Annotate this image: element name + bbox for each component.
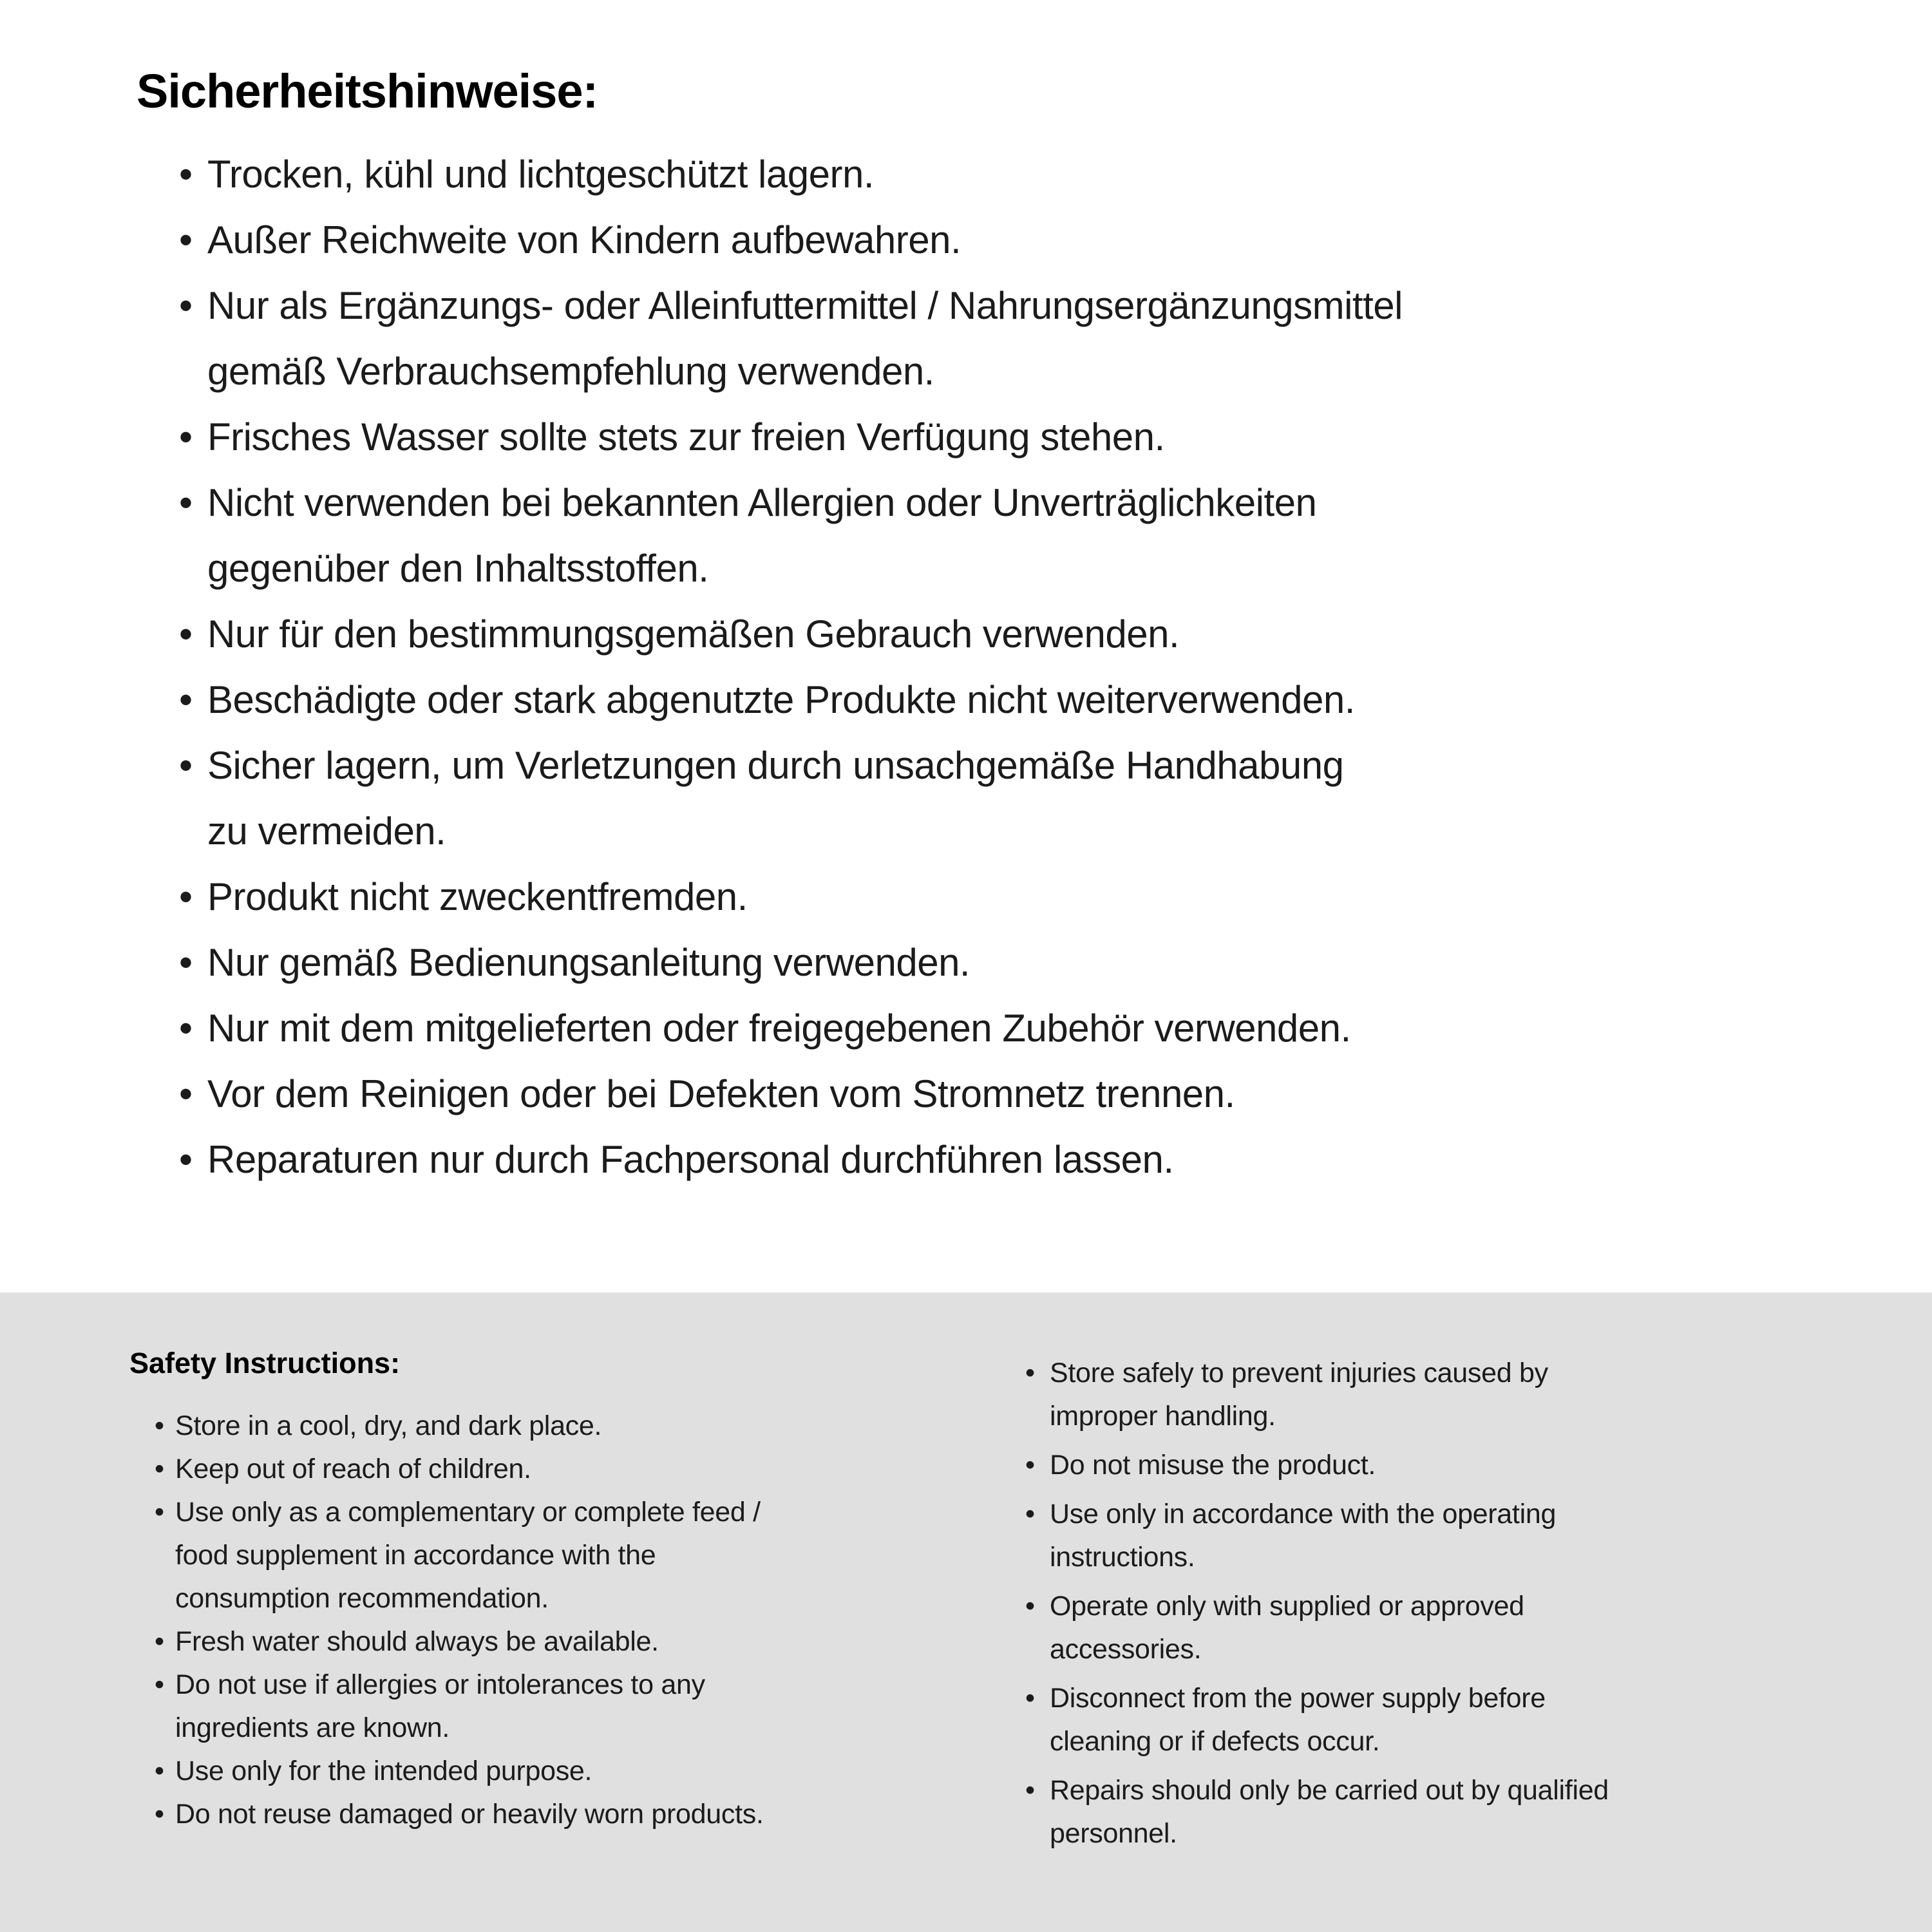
bullet-icon: • [179, 1007, 193, 1050]
list-item [155, 1663, 1000, 1750]
bullet-icon: • [1025, 1499, 1035, 1530]
list-item [179, 996, 1835, 1061]
list-item [179, 864, 1835, 930]
list-item-text: Frisches Wasser sollte stets zur freien Verfügung stehen. [207, 415, 1165, 459]
list-item-text: Store safely to prevent injuries caused by improper handling. [1050, 1358, 1548, 1432]
list-item [155, 1491, 1000, 1620]
list-item-text: Do not use if allergies or intolerances to any ingredients are known. [175, 1669, 705, 1743]
english-right-bullet-list [1025, 1352, 1906, 1855]
list-item [179, 142, 1835, 207]
list-item [1025, 1585, 1906, 1671]
list-item-text: Trocken, kühl und lichtgeschützt lagern. [207, 153, 875, 196]
list-item [155, 1620, 1000, 1663]
list-item-text: Außer Reichweite von Kindern aufbewahren. [207, 218, 961, 261]
bullet-icon: • [155, 1799, 164, 1830]
list-item [179, 273, 1835, 404]
list-item-text: Vor dem Reinigen oder bei Defekten vom Stromnetz trennen. [207, 1072, 1235, 1115]
list-item [1025, 1493, 1906, 1579]
list-item-text: Nur für den bestimmungsgemäßen Gebrauch verwenden. [207, 612, 1180, 656]
list-item [179, 733, 1835, 864]
bullet-icon: • [179, 612, 193, 656]
bullet-icon: • [155, 1669, 164, 1700]
german-title: Sicherheitshinweise: [137, 64, 598, 118]
list-item [179, 470, 1835, 601]
bullet-icon: • [179, 744, 193, 787]
bullet-icon: • [179, 284, 193, 327]
list-item-text: Do not reuse damaged or heavily worn products. [175, 1799, 764, 1830]
list-item-text: Reparaturen nur durch Fachpersonal durchführen lassen. [207, 1138, 1174, 1181]
bullet-icon: • [1025, 1450, 1035, 1481]
list-item [179, 601, 1835, 667]
list-item-text: Operate only with supplied or approved accessories. [1050, 1591, 1524, 1665]
list-item-text: Repairs should only be carried out by qualified personnel. [1050, 1775, 1609, 1849]
bullet-icon: • [179, 415, 193, 459]
bullet-icon: • [1025, 1358, 1035, 1388]
list-item [155, 1793, 1000, 1836]
list-item [179, 1061, 1835, 1127]
list-item [155, 1750, 1000, 1793]
list-item [1025, 1677, 1906, 1763]
english-left-column [129, 1345, 1000, 1932]
list-item-text: Fresh water should always be available. [175, 1626, 659, 1657]
list-item-text: Keep out of reach of children. [175, 1454, 531, 1484]
list-item-text: Store in a cool, dry, and dark place. [175, 1410, 602, 1441]
german-bullet-list [179, 142, 1835, 1193]
bullet-icon: • [155, 1497, 164, 1528]
bullet-icon: • [179, 153, 193, 196]
list-item-text: Nur gemäß Bedienungsanleitung verwenden. [207, 941, 971, 984]
english-left-bullet-list [155, 1405, 1000, 1836]
bullet-icon: • [179, 481, 193, 524]
bullet-icon: • [179, 218, 193, 261]
english-section [0, 1293, 1932, 1932]
list-item-text: Use only as a complementary or complete feed / food supplement in accordance with the consumption recommendation. [175, 1497, 761, 1614]
bullet-icon: • [1025, 1683, 1035, 1714]
bullet-icon: • [1025, 1591, 1035, 1622]
list-item [155, 1448, 1000, 1491]
bullet-icon: • [179, 875, 193, 918]
list-item-text: Nicht verwenden bei bekannten Allergien oder Unverträglichkeiten gegenüber den Inhaltsstoffen. [207, 481, 1317, 590]
list-item [1025, 1444, 1906, 1487]
list-item [179, 667, 1835, 733]
english-right-column [1000, 1352, 1906, 1932]
list-item [179, 404, 1835, 470]
list-item-text: Do not misuse the product. [1050, 1450, 1376, 1481]
list-item-text: Use only in accordance with the operating instructions. [1050, 1499, 1557, 1573]
list-item [179, 930, 1835, 996]
list-item-text: Disconnect from the power supply before cleaning or if defects occur. [1050, 1683, 1546, 1757]
bullet-icon: • [155, 1626, 164, 1657]
list-item [1025, 1352, 1906, 1438]
bullet-icon: • [155, 1454, 164, 1484]
list-item [179, 1127, 1835, 1193]
bullet-icon: • [155, 1410, 164, 1441]
list-item-text: Nur mit dem mitgelieferten oder freigegebenen Zubehör verwenden. [207, 1007, 1351, 1050]
bullet-icon: • [179, 678, 193, 721]
list-item-text: Sicher lagern, um Verletzungen durch unsachgemäße Handhabung zu vermeiden. [207, 744, 1344, 853]
list-item-text: Use only for the intended purpose. [175, 1756, 592, 1786]
list-item-text: Beschädigte oder stark abgenutzte Produkte nicht weiterverwenden. [207, 678, 1355, 721]
bullet-icon: • [179, 1072, 193, 1115]
list-item [179, 207, 1835, 273]
list-item [155, 1405, 1000, 1448]
english-title: Safety Instructions: [129, 1347, 401, 1379]
bullet-icon: • [179, 941, 193, 984]
list-item-text: Produkt nicht zweckentfremden. [207, 875, 748, 918]
list-item [1025, 1769, 1906, 1855]
bullet-icon: • [1025, 1775, 1035, 1806]
bullet-icon: • [155, 1756, 164, 1786]
bullet-icon: • [179, 1138, 193, 1181]
list-item-text: Nur als Ergänzungs- oder Alleinfuttermittel / Nahrungsergänzungsmittel gemäß Verbrauchsempfehlung verwenden. [207, 284, 1403, 393]
